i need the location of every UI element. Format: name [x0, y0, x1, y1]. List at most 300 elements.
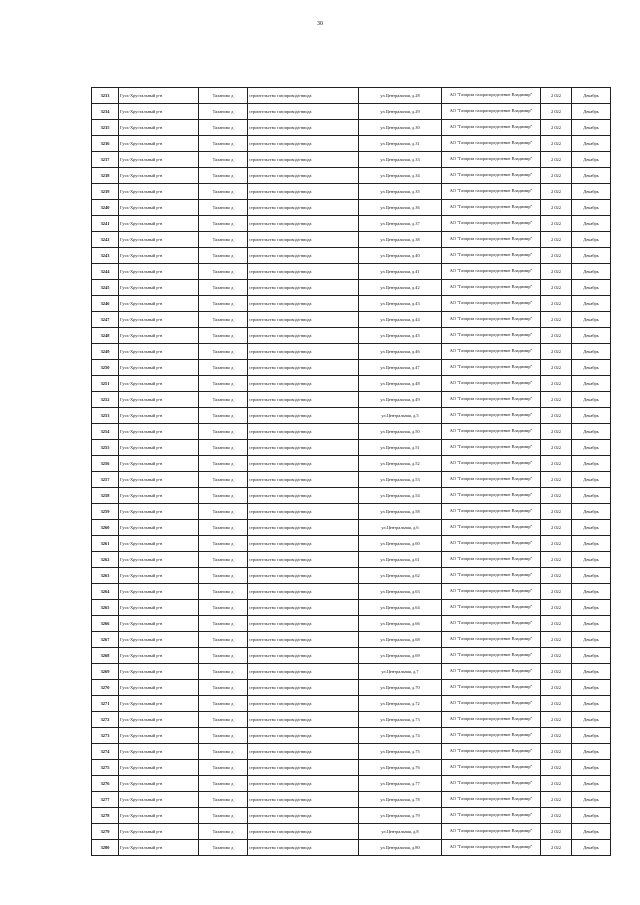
table-row [92, 792, 611, 808]
address-cell: ул.Центральная, д.70 [359, 680, 442, 696]
year-cell: 2 022 [541, 344, 572, 360]
district-cell: Гусь-Хрустальный р-н [119, 440, 199, 456]
year-cell: 2 022 [541, 680, 572, 696]
row-number: 3255 [92, 440, 119, 456]
address-cell: ул.Центральная, д.73 [359, 712, 442, 728]
organization-cell: АО "Газпром газораспределение Владимир" [442, 424, 541, 440]
settlement-cell: Таланово д [199, 760, 248, 776]
district-cell: Гусь-Хрустальный р-н [119, 536, 199, 552]
settlement-cell: Таланово д [199, 200, 248, 216]
settlement-cell: Таланово д [199, 168, 248, 184]
address-cell: ул.Центральная, д.75 [359, 744, 442, 760]
month-cell: Декабрь [572, 648, 611, 664]
table-row [92, 280, 611, 296]
year-cell: 2 022 [541, 248, 572, 264]
organization-cell: АО "Газпром газораспределение Владимир" [442, 840, 541, 856]
table-row [92, 840, 611, 856]
year-cell: 2 022 [541, 712, 572, 728]
address-cell: ул.Центральная, д.78 [359, 792, 442, 808]
district-cell: Гусь-Хрустальный р-н [119, 120, 199, 136]
row-number: 3237 [92, 152, 119, 168]
table-row [92, 408, 611, 424]
work-type-cell: строительство газопровода-ввода [248, 680, 359, 696]
organization-cell: АО "Газпром газораспределение Владимир" [442, 184, 541, 200]
month-cell: Декабрь [572, 632, 611, 648]
district-cell: Гусь-Хрустальный р-н [119, 376, 199, 392]
settlement-cell: Таланово д [199, 424, 248, 440]
year-cell: 2 022 [541, 488, 572, 504]
address-cell: ул.Центральная, д.29 [359, 104, 442, 120]
settlement-cell: Таланово д [199, 264, 248, 280]
table-row [92, 152, 611, 168]
organization-cell: АО "Газпром газораспределение Владимир" [442, 248, 541, 264]
month-cell: Декабрь [572, 376, 611, 392]
row-number: 3259 [92, 504, 119, 520]
settlement-cell: Таланово д [199, 472, 248, 488]
work-type-cell: строительство газопровода-ввода [248, 264, 359, 280]
work-type-cell: строительство газопровода-ввода [248, 440, 359, 456]
row-number: 3249 [92, 344, 119, 360]
district-cell: Гусь-Хрустальный р-н [119, 488, 199, 504]
row-number: 3274 [92, 744, 119, 760]
year-cell: 2 022 [541, 392, 572, 408]
year-cell: 2 022 [541, 568, 572, 584]
district-cell: Гусь-Хрустальный р-н [119, 216, 199, 232]
month-cell: Декабрь [572, 824, 611, 840]
table-row [92, 552, 611, 568]
year-cell: 2 022 [541, 424, 572, 440]
settlement-cell: Таланово д [199, 776, 248, 792]
settlement-cell: Таланово д [199, 408, 248, 424]
month-cell: Декабрь [572, 344, 611, 360]
work-type-cell: строительство газопровода-ввода [248, 712, 359, 728]
district-cell: Гусь-Хрустальный р-н [119, 680, 199, 696]
address-cell: ул.Центральная, д.48 [359, 376, 442, 392]
work-type-cell: строительство газопровода-ввода [248, 696, 359, 712]
row-number: 3247 [92, 312, 119, 328]
organization-cell: АО "Газпром газораспределение Владимир" [442, 456, 541, 472]
row-number: 3239 [92, 184, 119, 200]
district-cell: Гусь-Хрустальный р-н [119, 456, 199, 472]
organization-cell: АО "Газпром газораспределение Владимир" [442, 776, 541, 792]
row-number: 3263 [92, 568, 119, 584]
settlement-cell: Таланово д [199, 456, 248, 472]
month-cell: Декабрь [572, 200, 611, 216]
table-row [92, 808, 611, 824]
gasification-schedule-table [91, 87, 611, 856]
settlement-cell: Таланово д [199, 312, 248, 328]
work-type-cell: строительство газопровода-ввода [248, 216, 359, 232]
table-row [92, 664, 611, 680]
settlement-cell: Таланово д [199, 600, 248, 616]
organization-cell: АО "Газпром газораспределение Владимир" [442, 104, 541, 120]
table-row [92, 376, 611, 392]
district-cell: Гусь-Хрустальный р-н [119, 328, 199, 344]
work-type-cell: строительство газопровода-ввода [248, 744, 359, 760]
address-cell: ул.Центральная, д.68 [359, 632, 442, 648]
district-cell: Гусь-Хрустальный р-н [119, 424, 199, 440]
address-cell: ул.Центральная, д.52 [359, 456, 442, 472]
month-cell: Декабрь [572, 104, 611, 120]
row-number: 3251 [92, 376, 119, 392]
district-cell: Гусь-Хрустальный р-н [119, 280, 199, 296]
settlement-cell: Таланово д [199, 520, 248, 536]
address-cell: ул.Центральная, д.38 [359, 232, 442, 248]
district-cell: Гусь-Хрустальный р-н [119, 568, 199, 584]
organization-cell: АО "Газпром газораспределение Владимир" [442, 392, 541, 408]
year-cell: 2 022 [541, 616, 572, 632]
month-cell: Декабрь [572, 248, 611, 264]
table-row [92, 392, 611, 408]
table-row [92, 424, 611, 440]
district-cell: Гусь-Хрустальный р-н [119, 616, 199, 632]
address-cell: ул.Центральная, д.35 [359, 184, 442, 200]
address-cell: ул.Центральная, д.80 [359, 840, 442, 856]
month-cell: Декабрь [572, 360, 611, 376]
district-cell: Гусь-Хрустальный р-н [119, 504, 199, 520]
organization-cell: АО "Газпром газораспределение Владимир" [442, 696, 541, 712]
organization-cell: АО "Газпром газораспределение Владимир" [442, 296, 541, 312]
year-cell: 2 022 [541, 792, 572, 808]
settlement-cell: Таланово д [199, 104, 248, 120]
table-row [92, 344, 611, 360]
settlement-cell: Таланово д [199, 696, 248, 712]
row-number: 3253 [92, 408, 119, 424]
district-cell: Гусь-Хрустальный р-н [119, 808, 199, 824]
page-number: 30 [317, 21, 323, 27]
settlement-cell: Таланово д [199, 232, 248, 248]
year-cell: 2 022 [541, 472, 572, 488]
month-cell: Декабрь [572, 616, 611, 632]
table-row [92, 632, 611, 648]
settlement-cell: Таланово д [199, 536, 248, 552]
address-cell: ул.Центральная, д.61 [359, 552, 442, 568]
settlement-cell: Таланово д [199, 744, 248, 760]
table-row [92, 504, 611, 520]
row-number: 3262 [92, 552, 119, 568]
address-cell: ул.Центральная, д.66 [359, 616, 442, 632]
row-number: 3246 [92, 296, 119, 312]
work-type-cell: строительство газопровода-ввода [248, 600, 359, 616]
district-cell: Гусь-Хрустальный р-н [119, 744, 199, 760]
year-cell: 2 022 [541, 664, 572, 680]
row-number: 3242 [92, 232, 119, 248]
table-row [92, 184, 611, 200]
settlement-cell: Таланово д [199, 360, 248, 376]
month-cell: Декабрь [572, 392, 611, 408]
settlement-cell: Таланово д [199, 808, 248, 824]
row-number: 3271 [92, 696, 119, 712]
work-type-cell: строительство газопровода-ввода [248, 392, 359, 408]
table-row [92, 680, 611, 696]
month-cell: Декабрь [572, 328, 611, 344]
address-cell: ул.Центральная, д.72 [359, 696, 442, 712]
row-number: 3234 [92, 104, 119, 120]
table-row [92, 696, 611, 712]
row-number: 3265 [92, 600, 119, 616]
month-cell: Декабрь [572, 808, 611, 824]
month-cell: Декабрь [572, 680, 611, 696]
district-cell: Гусь-Хрустальный р-н [119, 392, 199, 408]
work-type-cell: строительство газопровода-ввода [248, 824, 359, 840]
settlement-cell: Таланово д [199, 568, 248, 584]
year-cell: 2 022 [541, 552, 572, 568]
work-type-cell: строительство газопровода-ввода [248, 728, 359, 744]
row-number: 3243 [92, 248, 119, 264]
organization-cell: АО "Газпром газораспределение Владимир" [442, 136, 541, 152]
year-cell: 2 022 [541, 360, 572, 376]
organization-cell: АО "Газпром газораспределение Владимир" [442, 232, 541, 248]
organization-cell: АО "Газпром газораспределение Владимир" [442, 664, 541, 680]
work-type-cell: строительство газопровода-ввода [248, 168, 359, 184]
row-number: 3272 [92, 712, 119, 728]
row-number: 3235 [92, 120, 119, 136]
organization-cell: АО "Газпром газораспределение Владимир" [442, 152, 541, 168]
district-cell: Гусь-Хрустальный р-н [119, 600, 199, 616]
district-cell: Гусь-Хрустальный р-н [119, 840, 199, 856]
year-cell: 2 022 [541, 296, 572, 312]
settlement-cell: Таланово д [199, 840, 248, 856]
work-type-cell: строительство газопровода-ввода [248, 328, 359, 344]
organization-cell: АО "Газпром газораспределение Владимир" [442, 264, 541, 280]
settlement-cell: Таланово д [199, 488, 248, 504]
organization-cell: АО "Газпром газораспределение Владимир" [442, 216, 541, 232]
table-row [92, 296, 611, 312]
month-cell: Декабрь [572, 792, 611, 808]
organization-cell: АО "Газпром газораспределение Владимир" [442, 552, 541, 568]
year-cell: 2 022 [541, 440, 572, 456]
work-type-cell: строительство газопровода-ввода [248, 136, 359, 152]
row-number: 3273 [92, 728, 119, 744]
work-type-cell: строительство газопровода-ввода [248, 280, 359, 296]
organization-cell: АО "Газпром газораспределение Владимир" [442, 744, 541, 760]
year-cell: 2 022 [541, 200, 572, 216]
year-cell: 2 022 [541, 520, 572, 536]
month-cell: Декабрь [572, 408, 611, 424]
work-type-cell: строительство газопровода-ввода [248, 648, 359, 664]
year-cell: 2 022 [541, 232, 572, 248]
year-cell: 2 022 [541, 584, 572, 600]
month-cell: Декабрь [572, 696, 611, 712]
organization-cell: АО "Газпром газораспределение Владимир" [442, 520, 541, 536]
year-cell: 2 022 [541, 728, 572, 744]
year-cell: 2 022 [541, 120, 572, 136]
address-cell: ул.Центральная, д.5 [359, 408, 442, 424]
work-type-cell: строительство газопровода-ввода [248, 584, 359, 600]
year-cell: 2 022 [541, 216, 572, 232]
organization-cell: АО "Газпром газораспределение Владимир" [442, 712, 541, 728]
settlement-cell: Таланово д [199, 616, 248, 632]
address-cell: ул.Центральная, д.54 [359, 488, 442, 504]
district-cell: Гусь-Хрустальный р-н [119, 200, 199, 216]
settlement-cell: Таланово д [199, 120, 248, 136]
district-cell: Гусь-Хрустальный р-н [119, 104, 199, 120]
year-cell: 2 022 [541, 632, 572, 648]
work-type-cell: строительство газопровода-ввода [248, 568, 359, 584]
organization-cell: АО "Газпром газораспределение Владимир" [442, 504, 541, 520]
settlement-cell: Таланово д [199, 792, 248, 808]
row-number: 3241 [92, 216, 119, 232]
year-cell: 2 022 [541, 536, 572, 552]
organization-cell: АО "Газпром газораспределение Владимир" [442, 824, 541, 840]
organization-cell: АО "Газпром газораспределение Владимир" [442, 344, 541, 360]
address-cell: ул.Центральная, д.69 [359, 648, 442, 664]
organization-cell: АО "Газпром газораспределение Владимир" [442, 328, 541, 344]
organization-cell: АО "Газпром газораспределение Владимир" [442, 584, 541, 600]
month-cell: Декабрь [572, 168, 611, 184]
settlement-cell: Таланово д [199, 296, 248, 312]
year-cell: 2 022 [541, 152, 572, 168]
month-cell: Декабрь [572, 552, 611, 568]
address-cell: ул.Центральная, д.50 [359, 424, 442, 440]
district-cell: Гусь-Хрустальный р-н [119, 344, 199, 360]
address-cell: ул.Центральная, д.60 [359, 536, 442, 552]
organization-cell: АО "Газпром газораспределение Владимир" [442, 472, 541, 488]
work-type-cell: строительство газопровода-ввода [248, 408, 359, 424]
address-cell: ул.Центральная, д.37 [359, 216, 442, 232]
district-cell: Гусь-Хрустальный р-н [119, 360, 199, 376]
table-row [92, 744, 611, 760]
row-number: 3266 [92, 616, 119, 632]
table-row [92, 104, 611, 120]
month-cell: Декабрь [572, 760, 611, 776]
year-cell: 2 022 [541, 760, 572, 776]
table-row [92, 520, 611, 536]
table-row [92, 760, 611, 776]
month-cell: Декабрь [572, 664, 611, 680]
work-type-cell: строительство газопровода-ввода [248, 120, 359, 136]
work-type-cell: строительство газопровода-ввода [248, 808, 359, 824]
organization-cell: АО "Газпром газораспределение Владимир" [442, 312, 541, 328]
settlement-cell: Таланово д [199, 152, 248, 168]
month-cell: Декабрь [572, 280, 611, 296]
row-number: 3245 [92, 280, 119, 296]
row-number: 3257 [92, 472, 119, 488]
month-cell: Декабрь [572, 216, 611, 232]
settlement-cell: Таланово д [199, 504, 248, 520]
organization-cell: АО "Газпром газораспределение Владимир" [442, 488, 541, 504]
table-row [92, 456, 611, 472]
year-cell: 2 022 [541, 824, 572, 840]
work-type-cell: строительство газопровода-ввода [248, 456, 359, 472]
address-cell: ул.Центральная, д.79 [359, 808, 442, 824]
organization-cell: АО "Газпром газораспределение Владимир" [442, 360, 541, 376]
year-cell: 2 022 [541, 312, 572, 328]
settlement-cell: Таланово д [199, 248, 248, 264]
work-type-cell: строительство газопровода-ввода [248, 104, 359, 120]
month-cell: Декабрь [572, 184, 611, 200]
address-cell: ул.Центральная, д.49 [359, 392, 442, 408]
work-type-cell: строительство газопровода-ввода [248, 776, 359, 792]
work-type-cell: строительство газопровода-ввода [248, 632, 359, 648]
table-row [92, 264, 611, 280]
row-number: 3278 [92, 808, 119, 824]
organization-cell: АО "Газпром газораспределение Владимир" [442, 616, 541, 632]
district-cell: Гусь-Хрустальный р-н [119, 408, 199, 424]
work-type-cell: строительство газопровода-ввода [248, 424, 359, 440]
table-row [92, 600, 611, 616]
table-row [92, 440, 611, 456]
district-cell: Гусь-Хрустальный р-н [119, 472, 199, 488]
work-type-cell: строительство газопровода-ввода [248, 472, 359, 488]
address-cell: ул.Центральная, д.74 [359, 728, 442, 744]
work-type-cell: строительство газопровода-ввода [248, 152, 359, 168]
settlement-cell: Таланово д [199, 664, 248, 680]
row-number: 3236 [92, 136, 119, 152]
address-cell: ул.Центральная, д.53 [359, 472, 442, 488]
work-type-cell: строительство газопровода-ввода [248, 504, 359, 520]
month-cell: Декабрь [572, 440, 611, 456]
address-cell: ул.Центральная, д.33 [359, 152, 442, 168]
district-cell: Гусь-Хрустальный р-н [119, 632, 199, 648]
month-cell: Декабрь [572, 472, 611, 488]
organization-cell: АО "Газпром газораспределение Владимир" [442, 440, 541, 456]
year-cell: 2 022 [541, 456, 572, 472]
table-row [92, 472, 611, 488]
table-body [92, 88, 611, 856]
row-number: 3248 [92, 328, 119, 344]
row-number: 3267 [92, 632, 119, 648]
address-cell: ул.Центральная, д.45 [359, 328, 442, 344]
month-cell: Декабрь [572, 520, 611, 536]
row-number: 3250 [92, 360, 119, 376]
district-cell: Гусь-Хрустальный р-н [119, 264, 199, 280]
address-cell: ул.Центральная, д.43 [359, 296, 442, 312]
district-cell: Гусь-Хрустальный р-н [119, 168, 199, 184]
district-cell: Гусь-Хрустальный р-н [119, 520, 199, 536]
work-type-cell: строительство газопровода-ввода [248, 488, 359, 504]
year-cell: 2 022 [541, 136, 572, 152]
settlement-cell: Таланово д [199, 648, 248, 664]
district-cell: Гусь-Хрустальный р-н [119, 584, 199, 600]
year-cell: 2 022 [541, 168, 572, 184]
address-cell: ул.Центральная, д.34 [359, 168, 442, 184]
month-cell: Декабрь [572, 840, 611, 856]
address-cell: ул.Центральная, д.40 [359, 248, 442, 264]
organization-cell: АО "Газпром газораспределение Владимир" [442, 120, 541, 136]
month-cell: Декабрь [572, 312, 611, 328]
row-number: 3233 [92, 88, 119, 104]
table-row [92, 88, 611, 104]
year-cell: 2 022 [541, 88, 572, 104]
table-row [92, 568, 611, 584]
organization-cell: АО "Газпром газораспределение Владимир" [442, 680, 541, 696]
table-row [92, 120, 611, 136]
organization-cell: АО "Газпром газораспределение Владимир" [442, 168, 541, 184]
month-cell: Декабрь [572, 536, 611, 552]
district-cell: Гусь-Хрустальный р-н [119, 296, 199, 312]
table-row [92, 536, 611, 552]
address-cell: ул.Центральная, д.46 [359, 344, 442, 360]
month-cell: Декабрь [572, 456, 611, 472]
work-type-cell: строительство газопровода-ввода [248, 344, 359, 360]
year-cell: 2 022 [541, 104, 572, 120]
month-cell: Декабрь [572, 600, 611, 616]
month-cell: Декабрь [572, 88, 611, 104]
table-row [92, 312, 611, 328]
table-row [92, 200, 611, 216]
work-type-cell: строительство газопровода-ввода [248, 760, 359, 776]
work-type-cell: строительство газопровода-ввода [248, 520, 359, 536]
year-cell: 2 022 [541, 808, 572, 824]
year-cell: 2 022 [541, 600, 572, 616]
table-row [92, 616, 611, 632]
organization-cell: АО "Газпром газораспределение Владимир" [442, 88, 541, 104]
row-number: 3277 [92, 792, 119, 808]
year-cell: 2 022 [541, 328, 572, 344]
month-cell: Декабрь [572, 264, 611, 280]
month-cell: Декабрь [572, 120, 611, 136]
